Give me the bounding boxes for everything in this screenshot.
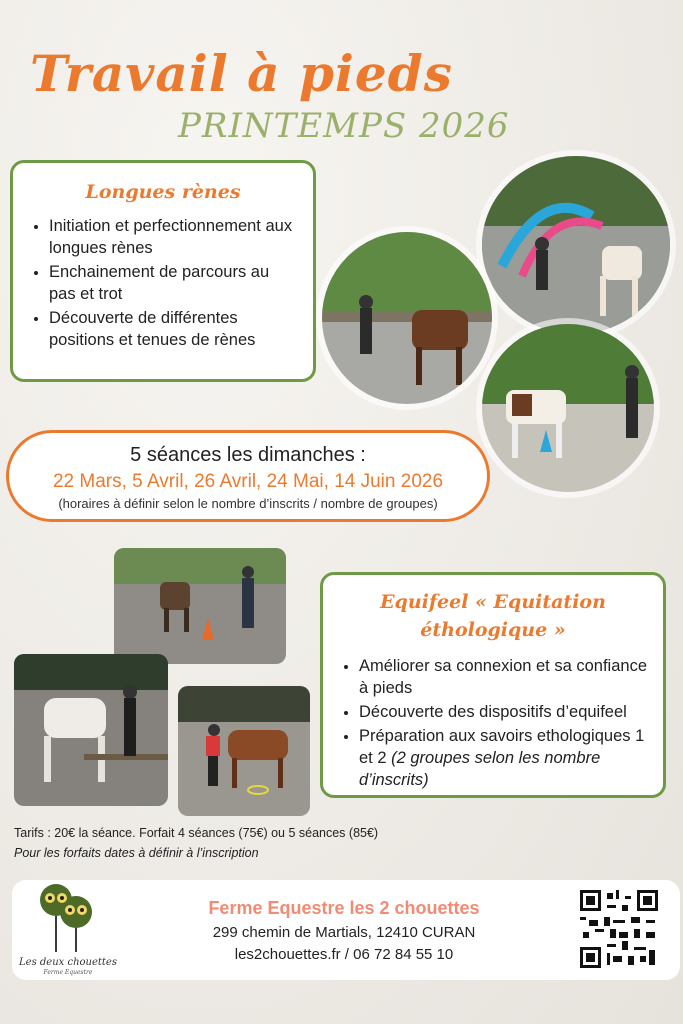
sessions-title: 5 séances les dimanches : xyxy=(130,444,366,466)
logo-owls xyxy=(30,882,106,956)
photo-horse-arch xyxy=(482,156,670,334)
logo-subcaption: Ferme Equestre xyxy=(43,969,93,976)
photo-white-horse xyxy=(14,654,168,806)
photo-horse-cone xyxy=(114,548,286,664)
sessions-banner xyxy=(6,430,490,522)
tarifs-note: Pour les forfaits dates à définir à l’inscription xyxy=(14,846,259,860)
list-item-note: (2 groupes selon les nombre d’inscrits) xyxy=(359,749,601,789)
list-item: • Initiation et perfectionnement aux longues rènes xyxy=(49,215,299,259)
equifeel-box xyxy=(320,572,666,798)
sessions-dates: 22 Mars, 5 Avril, 26 Avril, 24 Mai, 14 Juin 2026 xyxy=(52,471,444,492)
equifeel-list xyxy=(337,655,649,791)
tarifs-line: Tarifs : 20€ la séance. Forfait 4 séances (75€) ou 5 séances (85€) xyxy=(14,826,379,840)
sessions-note: (horaires à définir selon le nombre d’inscrits / nombre de groupes) xyxy=(58,496,438,511)
farm-address: 299 chemin de Martials, 12410 CURAN xyxy=(212,924,476,941)
longues-renes-list xyxy=(27,215,299,351)
list-item: • Améliorer sa connexion et sa confiance à pieds xyxy=(359,655,649,699)
list-item: • Enchainement de parcours au pas et trot xyxy=(49,261,299,305)
farm-name: Ferme Equestre les 2 chouettes xyxy=(208,898,480,918)
logo-caption: Les deux chouettes xyxy=(19,957,117,968)
photo-horse-brown xyxy=(322,232,492,404)
page-title: Travail à pieds xyxy=(30,44,453,103)
farm-contact[interactable]: les2chouettes.fr / 06 72 84 55 10 xyxy=(234,946,454,963)
page-subtitle: PRINTEMPS 2026 xyxy=(178,106,510,146)
photo-pony-pinto xyxy=(482,324,654,492)
list-item xyxy=(359,725,649,791)
equifeel-heading-line1: Equifeel « Equitation xyxy=(380,591,606,613)
longues-renes-box xyxy=(10,160,316,382)
list-item: • Découverte des dispositifs d’equifeel xyxy=(359,701,649,723)
list-item-text: Préparation aux savoirs ethologiques 1 et 2 xyxy=(359,727,645,767)
photo-chestnut-horse xyxy=(178,686,310,816)
longues-renes-heading: Longues rènes xyxy=(85,181,241,203)
qr-code-icon[interactable] xyxy=(580,890,658,968)
list-item: • Découverte de différentes positions et tenues de rènes xyxy=(49,307,299,351)
equifeel-heading-line2: éthologique » xyxy=(420,619,566,641)
